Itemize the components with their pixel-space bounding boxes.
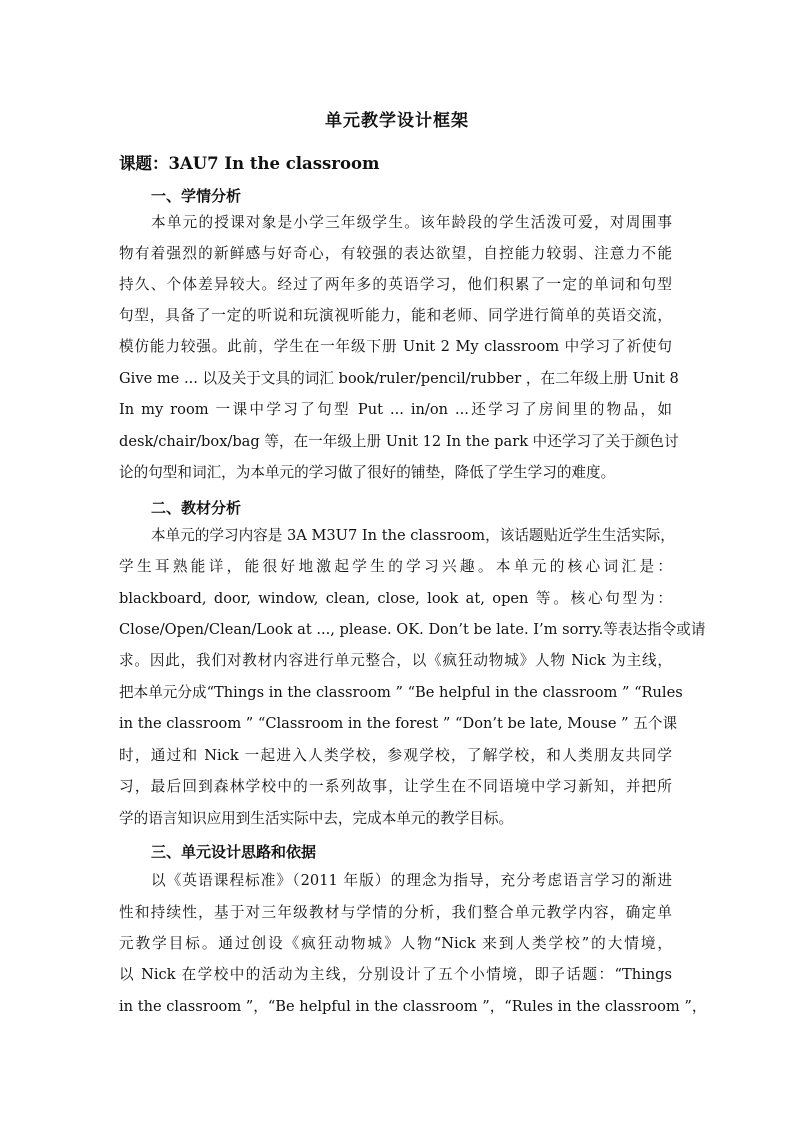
section-heading-textbook-analysis: 二、教材分析	[151, 499, 242, 517]
lesson-subject: 课题：3AU7 In the classroom	[119, 154, 380, 173]
page-title: 单元教学设计框架	[325, 111, 469, 131]
paragraph-line: 习，最后回到森林学校中的一系列故事，让学生在不同语境中学习新知，并把所	[119, 778, 672, 795]
paragraph-line: in the classroom ”，“Be helpful in the classroom ”，“Rules in the classroom ”，	[119, 998, 707, 1015]
paragraph-line: 元教学目标。通过创设《疯狂动物城》人物“Nick 来到人类学校”的大情境，	[119, 935, 672, 952]
paragraph-line: Close/Open/Clean/Look at ..., please. OK. Don’t be late. I’m sorry.等表达指令或请	[119, 621, 706, 638]
paragraph-line: Give me ... 以及关于文具的词汇 book/ruler/pencil/rubber ，在二年级上册 Unit 8	[119, 370, 679, 387]
paragraph-line: 持久、个体差异较大。经过了两年多的英语学习，他们积累了一定的单词和句型	[119, 276, 672, 293]
paragraph-line: 以 Nick 在学校中的活动为主线，分别设计了五个小情境，即子话题：“Things	[119, 966, 672, 983]
paragraph-line: 学生耳熟能详，能很好地激起学生的学习兴趣。本单元的核心词汇是：	[119, 558, 672, 575]
paragraph-line: in the classroom ” “Classroom in the forest ” “Don’t be late, Mouse ” 五个课	[119, 715, 678, 732]
paragraph-line: 论的句型和词汇，为本单元的学习做了很好的铺垫，降低了学生学习的难度。	[119, 464, 616, 481]
paragraph-line: 性和持续性，基于对三年级教材与学情的分析，我们整合单元教学内容，确定单	[119, 904, 672, 921]
paragraph-line: desk/chair/box/bag 等，在一年级上册 Unit 12 In the park 中还学习了关于颜色讨	[119, 433, 679, 450]
paragraph-line: 求。因此，我们对教材内容进行单元整合，以《疯狂动物城》人物 Nick 为主线，	[119, 652, 672, 669]
section-heading-design-rationale: 三、单元设计思路和依据	[151, 843, 317, 861]
paragraph-line: 模仿能力较强。此前，学生在一年级下册 Unit 2 My classroom 中学习了祈使句	[119, 338, 672, 355]
paragraph-line: 本单元的学习内容是 3A M3U7 In the classroom，该话题贴近学生生活实际，	[151, 527, 675, 544]
section-heading-learner-analysis: 一、学情分析	[151, 187, 242, 205]
paragraph-line: 本单元的授课对象是小学三年级学生。该年龄段的学生活泼可爱，对周围事	[151, 214, 672, 231]
paragraph-line: 以《英语课程标准》（2011 年版）的理念为指导，充分考虑语言学习的渐进	[151, 872, 672, 889]
paragraph-line: 时，通过和 Nick 一起进入人类学校，参观学校，了解学校，和人类朋友共同学	[119, 747, 672, 764]
paragraph-line: 句型，具备了一定的听说和玩演视听能力，能和老师、同学进行简单的英语交流，	[119, 307, 672, 324]
paragraph-line: 把本单元分成“Things in the classroom ” “Be helpful in the classroom ” “Rules	[119, 684, 683, 701]
paragraph-line: In my room 一课中学习了句型 Put ... in/on ...还学习了房间里的物品，如	[119, 401, 672, 418]
paragraph-line: 学的语言知识应用到生活实际中去，完成本单元的教学目标。	[119, 810, 514, 827]
paragraph-line: 物有着强烈的新鲜感与好奇心，有较强的表达欲望，自控能力较弱、注意力不能	[119, 245, 672, 262]
paragraph-line: blackboard, door, window, clean, close, look at, open 等。核心句型为：	[119, 590, 672, 607]
